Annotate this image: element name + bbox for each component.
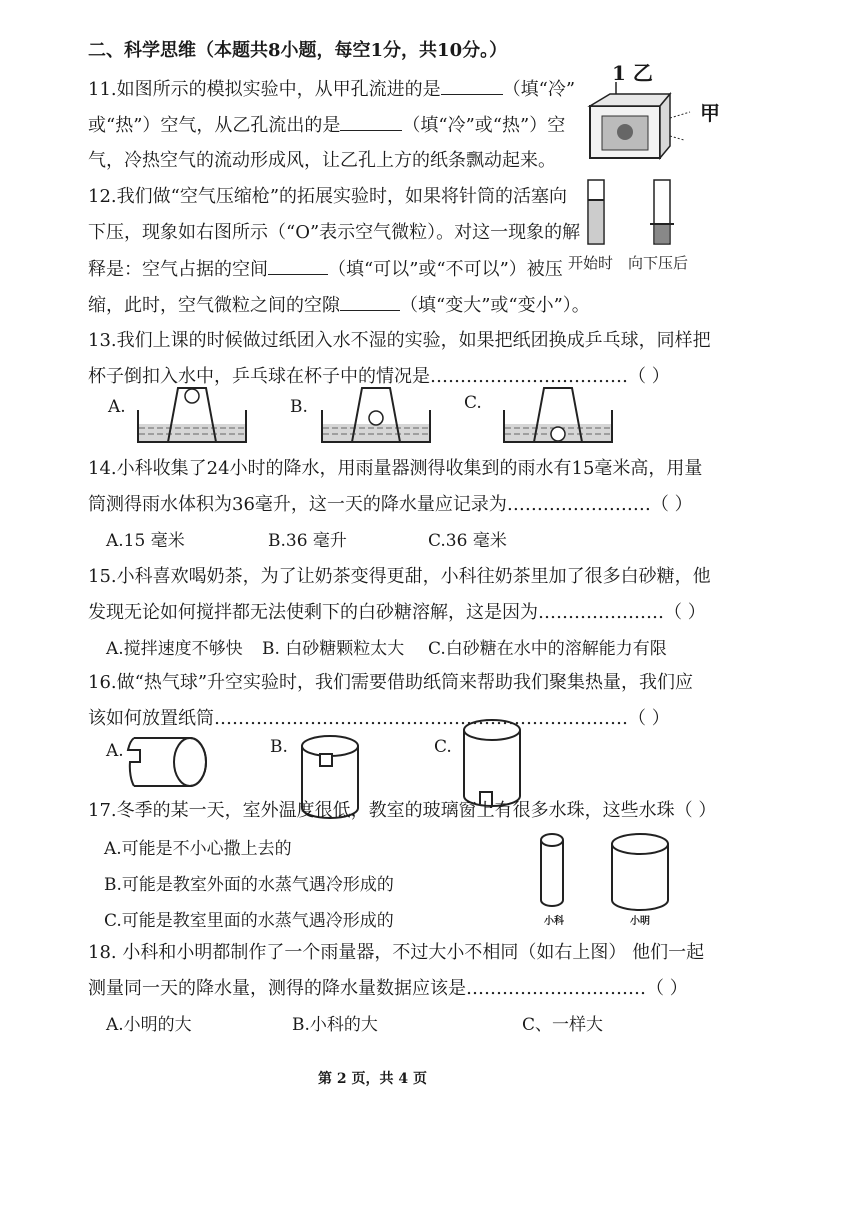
q11-label-yi: 1 乙	[612, 61, 653, 85]
q15-option-a[interactable]: A.搅拌速度不够快	[106, 639, 243, 659]
q13-option-c-figure[interactable]	[502, 382, 614, 444]
q17-caption-xiaoke: 小科	[544, 916, 564, 927]
q13-line1: 13.我们上课的时候做过纸团入水不湿的实验，如果把纸团换成乒乓球，同样把	[88, 330, 711, 351]
q12-caption-after: 向下压后	[628, 254, 689, 272]
section-title: 二、科学思维（本题共8小题，每空1分，共10分。）	[88, 40, 508, 61]
q15-option-c[interactable]: C.白砂糖在水中的溶解能力有限	[428, 639, 667, 659]
q12-line4	[88, 294, 590, 317]
q11-line1	[88, 78, 575, 101]
q17-option-a[interactable]: A.可能是不小心撒上去的	[104, 839, 292, 859]
q17-line1: 17.冬季的某一天，室外温度很低，教室的玻璃窗上有很多水珠，这些水珠（ ）	[88, 800, 717, 821]
q11-text: 或“热”）空气，从乙孔流出的是	[88, 115, 341, 136]
q11-text: （填“冷”	[502, 79, 576, 100]
page-footer: 第 2 页，共 4 页	[318, 1071, 427, 1087]
q12-blank-2[interactable]	[340, 294, 400, 311]
q18-line2: 测量同一天的降水量，测得的降水量数据应该是…………………………（ ）	[88, 978, 688, 999]
q16-option-b-label: B.	[270, 737, 288, 757]
q11-blank-2[interactable]	[340, 114, 402, 131]
q18-option-c[interactable]: C、一样大	[522, 1015, 604, 1035]
q15-line1: 15.小科喜欢喝奶茶，为了让奶茶变得更甜，小科往奶茶里加了很多白砂糖，他	[88, 566, 711, 587]
q12-text: （填“变大”或“变小”）。	[400, 295, 590, 316]
q16-line2: 该如何放置纸筒……………………………………………………………（ ）	[88, 708, 670, 729]
q11-experiment-box-figure	[580, 88, 700, 168]
q11-text: （填“冷”或“热”）空	[402, 115, 566, 136]
q17-option-c[interactable]: C.可能是教室里面的水蒸气遇冷形成的	[104, 911, 394, 931]
q13-option-a-label: A.	[108, 397, 126, 417]
q18-line1: 18. 小科和小明都制作了一个雨量器，不过大小不相同（如右上图） 他们一起	[88, 942, 705, 963]
q12-text: 缩，此时，空气微粒之间的空隙	[88, 295, 340, 316]
q14-option-c[interactable]: C.36 毫米	[428, 531, 507, 551]
q18-option-b[interactable]: B.小科的大	[292, 1015, 378, 1035]
q13-option-c-label: C.	[464, 393, 482, 413]
q11-text: 11.如图所示的模拟实验中，从甲孔流进的是	[88, 79, 441, 100]
q15-line2: 发现无论如何搅拌都无法使剩下的白砂糖溶解，这是因为…………………（ ）	[88, 602, 706, 623]
q12-line2: 下压，现象如右图所示（“O”表示空气微粒）。对这一现象的解	[88, 222, 581, 243]
q16-option-a-figure[interactable]	[126, 736, 216, 788]
q14-option-b[interactable]: B.36 毫升	[268, 531, 347, 551]
q16-line1: 16.做“热气球”升空实验时，我们需要借助纸筒来帮助我们聚集热量，我们应	[88, 672, 694, 693]
q11-line3: 气，冷热空气的流动形成风，让乙孔上方的纸条飘动起来。	[88, 150, 556, 171]
q14-option-a[interactable]: A.15 毫米	[106, 531, 185, 551]
q12-caption-start: 开始时	[568, 254, 614, 272]
q11-line2	[88, 114, 565, 137]
q15-option-b[interactable]: B. 白砂糖颗粒太大	[262, 639, 405, 659]
q17-caption-xiaoming: 小明	[630, 916, 650, 927]
q11-blank-1[interactable]	[441, 78, 503, 95]
q18-option-a[interactable]: A.小明的大	[106, 1015, 192, 1035]
q11-label-jia: 甲	[700, 101, 720, 125]
q12-text: （填“可以”或“不可以”）被压	[328, 259, 563, 280]
q12-line1: 12.我们做“空气压缩枪”的拓展实验时，如果将针筒的活塞向	[88, 186, 568, 207]
q13-option-b-figure[interactable]	[320, 382, 432, 444]
q12-line3	[88, 258, 563, 281]
q13-option-a-figure[interactable]	[136, 382, 248, 444]
q17-option-b[interactable]: B.可能是教室外面的水蒸气遇冷形成的	[104, 875, 394, 895]
q16-option-c-label: C.	[434, 737, 452, 757]
q13-line2: 杯子倒扣入水中，乒乓球在杯子中的情况是……………………………（ ）	[88, 366, 670, 387]
q14-line2: 筒测得雨水体积为36毫升，这一天的降水量应记录为……………………（ ）	[88, 494, 693, 515]
q13-option-b-label: B.	[290, 397, 308, 417]
q12-syringe-figure	[582, 180, 692, 250]
q17-rain-gauge-figure	[538, 830, 678, 920]
q14-line1: 14.小科收集了24小时的降水，用雨量器测得收集到的雨水有15毫米高，用量	[88, 458, 703, 479]
q12-blank-1[interactable]	[268, 258, 328, 275]
q12-text: 释是：空气占据的空间	[88, 259, 268, 280]
q16-option-c-figure[interactable]	[460, 716, 524, 808]
q16-option-a-label: A.	[106, 741, 124, 761]
